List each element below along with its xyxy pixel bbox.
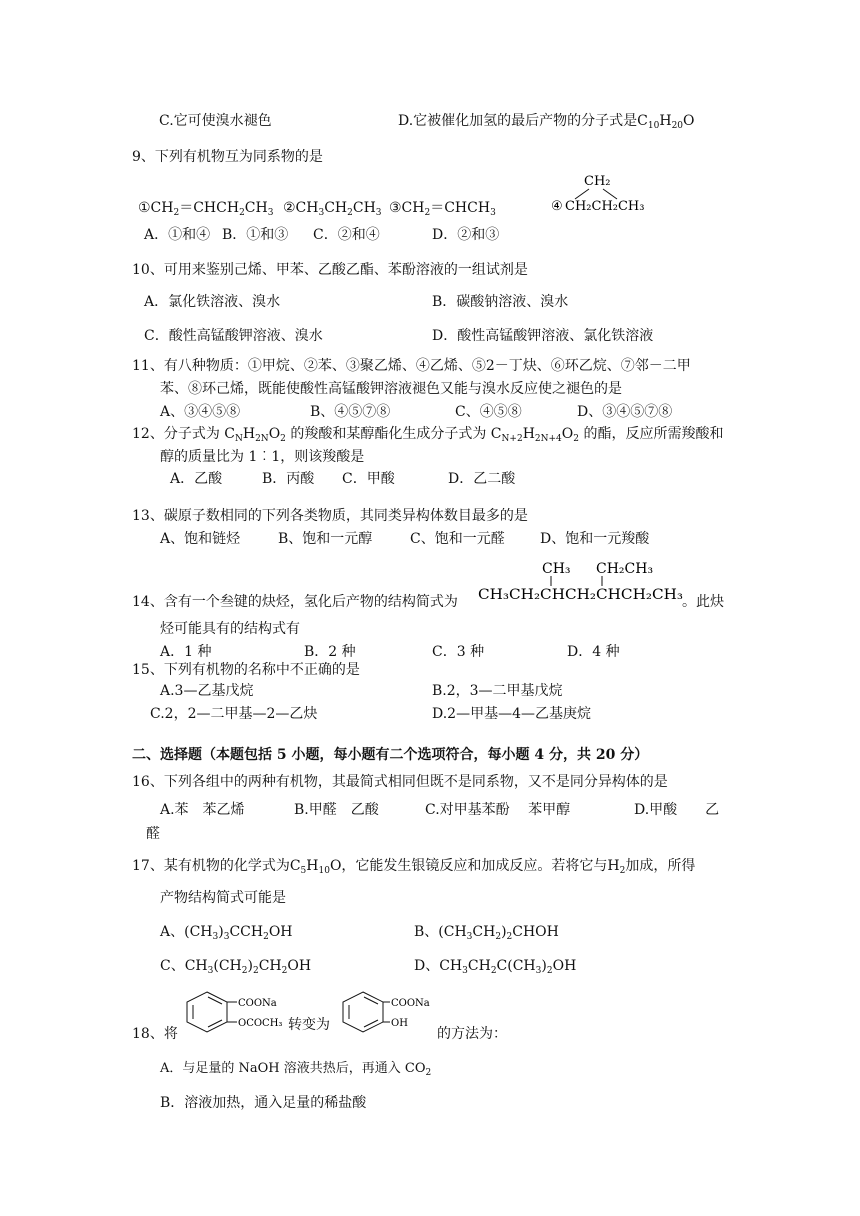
q12-stem-line1: 12、分子式为 $C_NH_{2N}O_2$ 的羧酸和某醇酯化生成分子式为 $C_{N+2}H_{2N+4}O_2$ 的酯，反应所需羧酸和	[132, 426, 724, 444]
q17-option-a: A、$(CH_3)_3CCH_2OH$	[160, 924, 293, 942]
q11-choice-c: C、④⑤⑧	[455, 404, 522, 420]
q14-choice-a: A．1 种	[160, 644, 212, 660]
section-2-title: 二、选择题（本题包括 5 小题，每小题有二个选项符合，每小题 4 分，共 20 分）	[132, 747, 649, 763]
q14-stem-post: 。此炔	[682, 594, 724, 610]
q8-option-c: C.它可使溴水褪色	[159, 113, 272, 129]
q14-methyl-branch: CH₃	[542, 561, 571, 577]
q14-stem-line2: 烃可能具有的结构式有	[160, 621, 300, 637]
q15-stem: 15、下列有机物的名称中不正确的是	[132, 662, 360, 678]
q9-ring-top: CH₂	[584, 174, 611, 189]
q9-cyclopropane-structure	[551, 170, 681, 216]
q13-choice-c: C、饱和一元醛	[410, 531, 505, 547]
q14-stem-line1: 14、含有一个叁键的炔烃，氢化后产物的结构简式为	[132, 594, 458, 610]
q12-choice-c: C．甲酸	[342, 471, 395, 487]
q12-stem-line2: 醇的质量比为 1︰1，则该羧酸是	[160, 449, 365, 465]
q14-main-chain: CH₃CH₂CHCH₂CHCH₂CH₃	[478, 587, 683, 603]
q16-stem: 16、下列各组中的两种有机物，其最简式相同但既不是同系物，又不是同分异构体的是	[132, 774, 668, 790]
q13-choice-b: B、饱和一元醇	[278, 531, 373, 547]
q10-option-b: B．碳酸钠溶液、溴水	[432, 294, 569, 310]
q12-choice-a: A．乙酸	[170, 471, 223, 487]
q9-stem: 9、下列有机物互为同系物的是	[132, 149, 323, 165]
q17-option-d: D、$CH_3CH_2C(CH_3)_2OH$	[414, 958, 577, 976]
q9-choice-a: A．①和④	[144, 227, 211, 243]
q9-ring-bottom: CH₂CH₂CH₃	[565, 199, 645, 214]
q18-product-hydroxyl: OH	[391, 1018, 408, 1029]
q16-option-c: C.对甲基苯酚 苯甲醇	[425, 802, 571, 818]
q15-option-a: A.3—乙基戊烷	[160, 683, 254, 699]
q17-stem-line2: 产物结构简式可能是	[160, 890, 286, 906]
q18-reactant-acetoxy: OCOCH₃	[238, 1018, 283, 1029]
q9-option-3: $③CH_2=CHCH_3$	[389, 200, 496, 218]
q15-option-d: D.2—甲基—4—乙基庚烷	[432, 706, 591, 722]
q17-option-b: B、$(CH_3CH_2)_2CHOH$	[414, 924, 559, 942]
q10-stem: 10、可用来鉴别己烯、甲苯、乙酸乙酯、苯酚溶液的一组试剂是	[132, 262, 528, 278]
q17-stem-line1: 17、某有机物的化学式为$C_5H_{10}O$，它能发生银镜反应和加成反应。若将它与$H_2$加成，所得	[132, 858, 696, 876]
q13-choice-a: A、饱和链烃	[160, 531, 241, 547]
q11-stem-line1: 11、有八种物质：①甲烷、②苯、③聚乙烯、④乙烯、⑤2－丁炔、⑥环乙烷、⑦邻－二甲	[132, 358, 691, 374]
q9-option-2: $②CH_3CH_2CH_3$	[283, 200, 382, 218]
q9-option-4-number: ④	[551, 199, 563, 214]
q18-stem-post: 的方法为：	[437, 1026, 507, 1042]
q11-stem-line2: 苯、⑧环己烯，既能使酸性高锰酸钾溶液褪色又能与溴水反应使之褪色的是	[160, 381, 622, 397]
q18-reactant-structure	[182, 987, 294, 1037]
q11-choice-d: D、③④⑤⑦⑧	[577, 404, 673, 420]
q14-ethyl-branch: CH₂CH₃	[596, 561, 654, 577]
q15-option-c: C.2，2—二甲基—2—乙炔	[150, 706, 318, 722]
q14-choice-c: C．3 种	[432, 644, 485, 660]
q10-option-a: A．氯化铁溶液、溴水	[144, 294, 281, 310]
q16-option-d-wrap: 醛	[146, 826, 160, 842]
q10-option-c: C．酸性高锰酸钾溶液、溴水	[144, 328, 323, 344]
q12-choice-d: D．乙二酸	[448, 471, 516, 487]
q13-choice-d: D、饱和一元羧酸	[540, 531, 650, 547]
q14-choice-d: D．4 种	[567, 644, 620, 660]
q18-stem-mid: 转变为	[288, 1017, 330, 1033]
q18-option-a: A．与足量的 NaOH 溶液共热后，再通入 $CO_2$	[160, 1061, 432, 1078]
q13-stem: 13、碳原子数相同的下列各类物质，其同类异构体数目最多的是	[132, 508, 528, 524]
q16-option-a: A.苯 苯乙烯	[160, 802, 245, 818]
q17-option-c: C、$CH_3(CH_2)_2CH_2OH$	[160, 958, 312, 976]
q11-choice-a: A、③④⑤⑧	[160, 404, 241, 420]
q14-alkane-structure	[478, 556, 686, 606]
q18-stem-pre: 18、将	[132, 1026, 178, 1042]
q18-reactant-carboxylate: COONa	[238, 998, 277, 1009]
q12-choice-b: B．丙酸	[262, 471, 315, 487]
q16-option-b: B.甲醛 乙酸	[294, 802, 379, 818]
q9-choice-b: B．①和③	[222, 227, 289, 243]
q10-option-d: D．酸性高锰酸钾溶液、氯化铁溶液	[432, 328, 654, 344]
q8-option-d: D.它被催化加氢的最后产物的分子式是$C_{10}H_{20}O$	[398, 113, 695, 131]
q18-product-structure	[338, 987, 438, 1037]
q9-choice-d: D．②和③	[432, 227, 500, 243]
q18-option-b: B．溶液加热，通入足量的稀盐酸	[160, 1095, 367, 1111]
q14-choice-b: B．2 种	[304, 644, 356, 660]
q15-option-b: B.2，3—二甲基戊烷	[432, 683, 563, 699]
q18-product-carboxylate: COONa	[391, 998, 430, 1009]
q9-choice-c: C．②和④	[313, 227, 380, 243]
q16-option-d: D.甲酸 乙	[634, 802, 720, 818]
q11-choice-b: B、④⑤⑦⑧	[310, 404, 391, 420]
q9-option-1: $①CH_2=CHCH_2CH_3$	[138, 200, 274, 218]
